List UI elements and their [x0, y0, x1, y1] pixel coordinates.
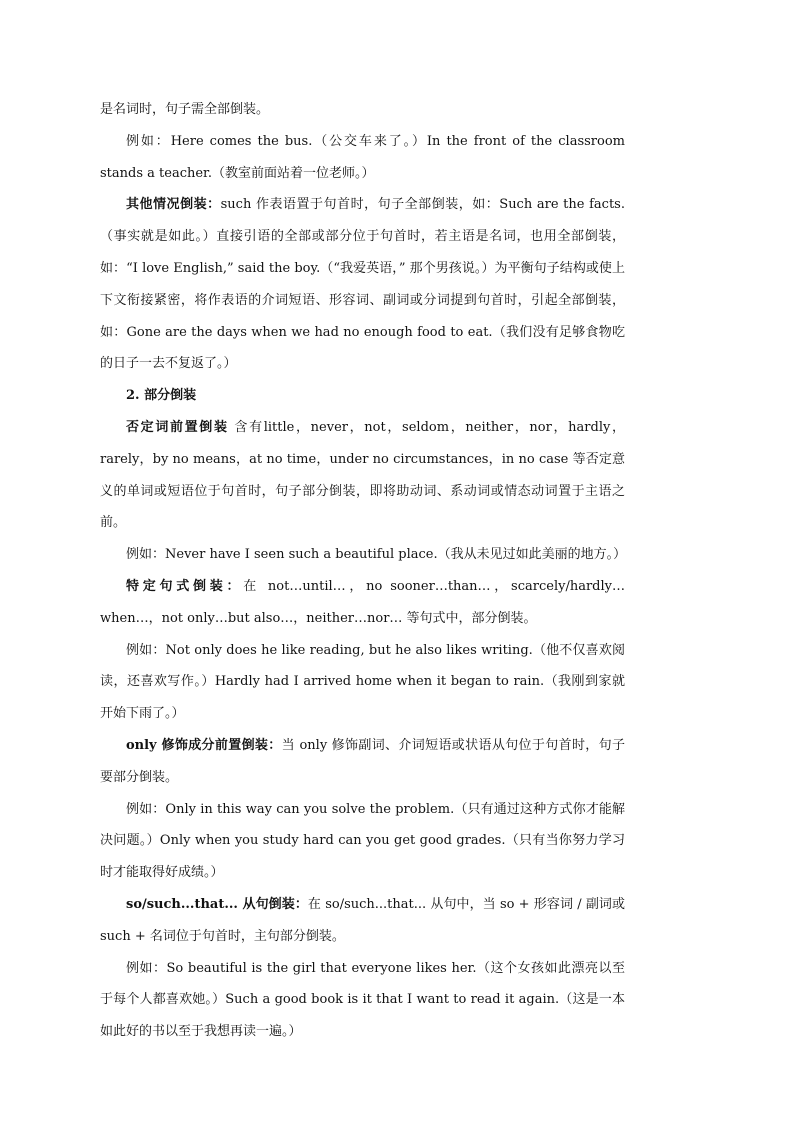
- paragraph-example-not-only: 例如：Not only does he like reading, but he also likes writing.（他不仅喜欢阅读，还喜欢写作。）Hardly had I arrived home when it began to rain.（我刚到家就开始下雨了。）: [100, 642, 625, 722]
- paragraph-continuation: 是名词时，句子需全部倒装。: [100, 102, 270, 117]
- so-such-label: so/such...that... 从句倒装：: [126, 896, 308, 912]
- paragraph-example-never: 例如：Never have I seen such a beautiful place.（我从未见过如此美丽的地方。）: [126, 547, 627, 563]
- only-inversion-label: only 修饰成分前置倒装：: [126, 737, 282, 753]
- paragraph-example-only: 例如：Only in this way can you solve the problem.（只有通过这种方式你才能解决问题。）Only when you study hard can you get good grades.（只有当你努力学习时才能取得好成绩。）: [100, 801, 625, 881]
- negative-inversion-text: 含有little，never，not，seldom，neither，nor，hardly，rarely，by no means，at no time，under no circumstances，in no case 等否定意义的单词或短语位于句首时，句子部分倒装，即将助动词、系动词或情态动词置于主语之前。: [100, 419, 625, 531]
- paragraph-other-inversion: [100, 189, 625, 380]
- paragraph-example-full-inversion: 例如：Here comes the bus.（公交车来了。）In the front of the classroom stands a teacher.（教室前面站着一位老师。）: [100, 133, 625, 181]
- only-inversion-text: 当 only 修饰副词、介词短语或状语从句位于句首时，句子要部分倒装。: [100, 737, 625, 785]
- negative-inversion-label: 否定词前置倒装: [126, 419, 229, 435]
- paragraph-special-pattern-inversion: [100, 571, 625, 635]
- paragraph-so-such-inversion: [100, 889, 625, 953]
- document-page: [100, 94, 625, 1048]
- other-inversion-label: 其他情况倒装：: [126, 197, 221, 213]
- paragraph-example-so-such: 例如：So beautiful is the girl that everyone likes her.（这个女孩如此漂亮以至于每个人都喜欢她。）Such a good book is it that I want to read it again.（这是一本如此好的书以至于我想再读一遍。）: [100, 960, 625, 1040]
- so-such-text: 在 so/such...that... 从句中，当 so + 形容词 / 副词或 such + 名词位于句首时，主句部分倒装。: [100, 896, 625, 944]
- special-pattern-label: 特定句式倒装：: [126, 578, 244, 594]
- section-heading-partial-inversion: 2. 部分倒装: [126, 388, 197, 404]
- other-inversion-text: such 作表语置于句首时，句子全部倒装，如：Such are the facts.（事实就是如此。）直接引语的全部或部分位于句首时，若主语是名词，也用全部倒装，如：“I love English,” said the boy.（“我爱英语，” 那个男孩说。）为平衡句子结构或使上下文衔接紧密，将作表语的介词短语、形容词、副词或分词提到句首时，引起全部倒装，如：Gone are the days when we had no enough food to eat.（我们没有足够食物吃的日子一去不复返了。）: [100, 197, 625, 372]
- special-pattern-text: 在 not…until…，no sooner…than…，scarcely/hardly…when…，not only…but also…，neither…nor… 等句式中，部分倒装。: [100, 578, 625, 626]
- paragraph-only-inversion: [100, 730, 625, 794]
- paragraph-negative-inversion: [100, 412, 625, 539]
